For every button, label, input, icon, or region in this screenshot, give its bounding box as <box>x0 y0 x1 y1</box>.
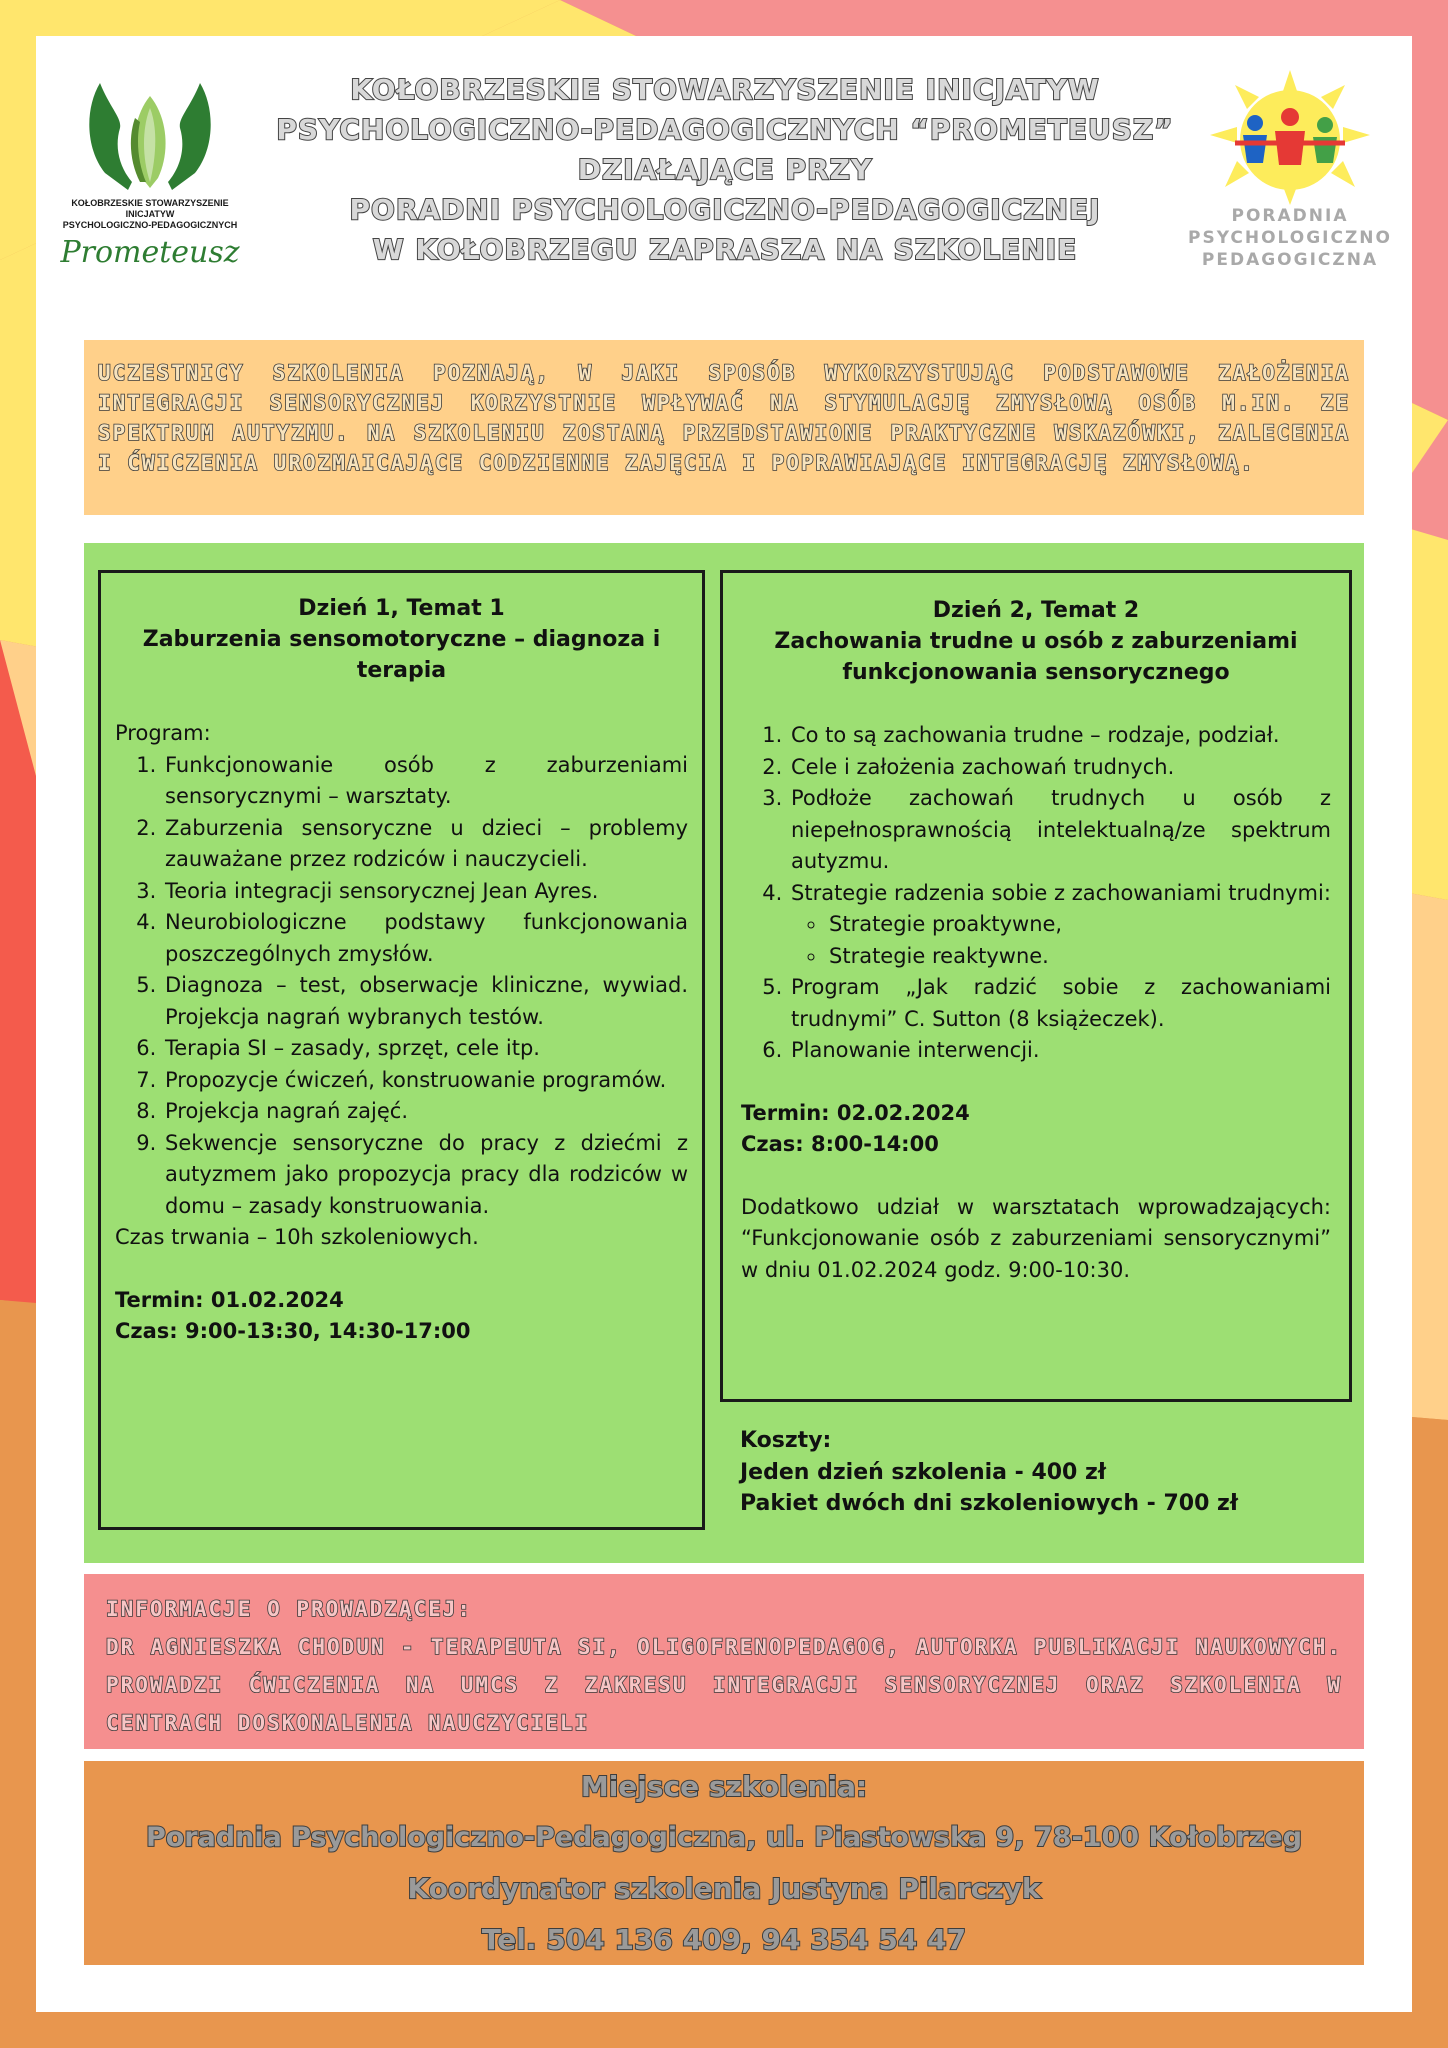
list-item: 1. Co to są zachowania trudne – rodzaje, podział. <box>789 720 1331 752</box>
cost-one-day: Jeden dzień szkolenia - 400 zł <box>740 1459 1106 1485</box>
intro-text: UCZESTNICY SZKOLENIA POZNAJĄ, W JAKI SPOSÓB WYKORZYSTUJĄC PODSTAWOWE ZAŁOŻENIA INTEGRACJI SENSORYCZNEJ KORZYSTNIE WPŁYWAĆ NA STYMULACJĘ ZMYSŁOWĄ OSÓB M.IN. ZE SPEKTRUM AUTYZMU. NA SZKOLENIU ZOSTANĄ PRZEDSTAWIONE PRAKTYCZNE WSKAZÓWKI, ZALECENIA I ĆWICZENIA UROZMAICAJĄCE CODZIENNE ZAJĘCIA I POPRAWIAJĄCE INTEGRACJĘ ZMYSŁOWĄ. <box>98 361 1350 475</box>
day1-topic: Zaburzenia sensomotoryczne – diagnoza i terapia <box>142 627 661 683</box>
list-item: 5. Program „Jak radzić sobie z zachowaniami trudnymi” C. Sutton (8 książeczek). <box>789 972 1331 1035</box>
list-item: 3. Teoria integracji sensorycznej Jean Ayres. <box>163 876 688 908</box>
day2-program-list <box>741 720 1331 1067</box>
trainer-text: DR AGNIESZKA CHODUN - TERAPEUTA SI, OLIGOFRENOPEDAGOG, AUTORKA PUBLIKACJI NAUKOWYCH. PROWADZI ĆWICZENIA NA UMCS Z ZAKRESU INTEGRACJI SENSORYCZNEJ ORAZ SZKOLENIA W CENTRACH DOSKONALENIA NAUCZYCIELI <box>106 1635 1342 1735</box>
list-item: 8. Projekcja nagrań zajęć. <box>163 1096 688 1128</box>
day2-extra: Dodatkowo udział w warsztatach wprowadzających: “Funkcjonowanie osób z zaburzeniami sensorycznymi” w dniu 01.02.2024 godz. 9:00-10:30. <box>741 1194 1331 1282</box>
hands-leaf-icon <box>80 78 220 198</box>
day1-program-list <box>115 750 688 1223</box>
logo-left-line-3: PSYCHOLOGICZNO-PEDAGOGICZNYCH <box>62 220 238 230</box>
cost-two-days: Pakiet dwóch dni szkoleniowych - 700 zł <box>740 1491 1239 1516</box>
day2-topic: Zachowania trudne u osób z zaburzeniami funkcjonowania sensorycznego <box>774 629 1298 685</box>
list-item: 3. Podłoże zachowań trudnych u osób z niepełnosprawnością intelektualną/ze spektrum autyzmu. <box>789 783 1331 878</box>
costs-block <box>740 1425 1340 1520</box>
list-item: 4. Neurobiologiczne podstawy funkcjonowania poszczególnych zmysłów. <box>163 907 688 970</box>
day2-heading: Dzień 2, Temat 2 <box>932 598 1140 623</box>
poster-title <box>240 70 1210 270</box>
day1-box <box>98 570 705 1530</box>
logo-right-line-2: PSYCHOLOGICZNO <box>1187 228 1392 248</box>
strategy-sublist <box>791 909 1331 972</box>
sun-family-icon <box>1195 65 1385 205</box>
prometeusz-logo <box>55 78 245 288</box>
day2-time: Czas: 8:00-14:00 <box>741 1132 939 1156</box>
day1-date: Termin: 01.02.2024 <box>115 1287 344 1312</box>
title-line-3: DZIAŁAJĄCE PRZY <box>577 153 873 186</box>
day2-date: Termin: 02.02.2024 <box>741 1100 970 1125</box>
list-item: 5. Diagnoza – test, obserwacje kliniczne, wywiad. Projekcja nagrań wybranych testów. <box>163 970 688 1033</box>
title-line-4: PORADNI PSYCHOLOGICZNO-PEDAGOGICZNEJ <box>349 193 1101 226</box>
day2-box <box>720 570 1352 1402</box>
intro-panel <box>84 340 1364 515</box>
list-item: 6. Planowanie interwencji. <box>789 1035 1331 1067</box>
logo-left-line-2: INICJATYW <box>125 209 175 219</box>
trainer-label: INFORMACJE O PROWADZĄCEJ: <box>106 1597 473 1621</box>
place-address: Poradnia Psychologiczno-Pedagogiczna, ul. Piastowska 9, 78-100 Kołobrzeg <box>145 1822 1303 1853</box>
sublist-item: ◦ Strategie reaktywne. <box>827 941 1331 973</box>
day1-duration: Czas trwania – 10h szkoleniowych. <box>115 1225 479 1249</box>
title-line-1: KOŁOBRZESKIE STOWARZYSZENIE INICJATYW <box>350 73 1100 106</box>
list-item: 1. Funkcjonowanie osób z zaburzeniami sensorycznymi – warsztaty. <box>163 750 688 813</box>
logo-right-line-1: PORADNIA <box>1231 206 1349 226</box>
logo-right-line-3: PEDAGOGICZNA <box>1201 250 1379 270</box>
list-item: 7. Propozycje ćwiczeń, konstruowanie programów. <box>163 1065 688 1097</box>
logo-left-script: Prometeusz <box>60 235 240 270</box>
poradnia-logo <box>1170 65 1410 295</box>
place-label: Miejsce szkolenia: <box>580 1770 868 1803</box>
place-panel <box>84 1761 1364 1965</box>
list-item-text: Strategie radzenia sobie z zachowaniami trudnymi: <box>791 880 1331 905</box>
title-line-2: PSYCHOLOGICZNO-PEDAGOGICZNYCH “PROMETEUSZ” <box>276 113 1174 146</box>
place-phone: Tel. 504 136 409, 94 354 54 47 <box>481 1923 967 1956</box>
list-item: 2. Cele i założenia zachowań trudnych. <box>789 752 1331 784</box>
day1-program-label: Program: <box>115 721 211 745</box>
day1-time: Czas: 9:00-13:30, 14:30-17:00 <box>115 1319 471 1343</box>
list-item: 9. Sekwencje sensoryczne do pracy z dziećmi z autyzmem jako propozycja pracy dla rodziców w domu – zasady konstruowania. <box>163 1128 688 1223</box>
costs-label: Koszty: <box>740 1428 832 1453</box>
sublist-item: ◦ Strategie proaktywne, <box>827 909 1331 941</box>
list-item <box>789 878 1331 973</box>
list-item: 2. Zaburzenia sensoryczne u dzieci – problemy zauważane przez rodziców i nauczycieli. <box>163 813 688 876</box>
trainer-panel <box>84 1574 1364 1749</box>
logo-left-line-1: KOŁOBRZESKIE STOWARZYSZENIE <box>71 198 229 208</box>
title-line-5: W KOŁOBRZEGU ZAPRASZA NA SZKOLENIE <box>372 233 1078 266</box>
place-coordinator: Koordynator szkolenia Justyna Pilarczyk <box>407 1872 1041 1905</box>
list-item: 6. Terapia SI – zasady, sprzęt, cele itp. <box>163 1033 688 1065</box>
day1-heading: Dzień 1, Temat 1 <box>298 596 505 621</box>
